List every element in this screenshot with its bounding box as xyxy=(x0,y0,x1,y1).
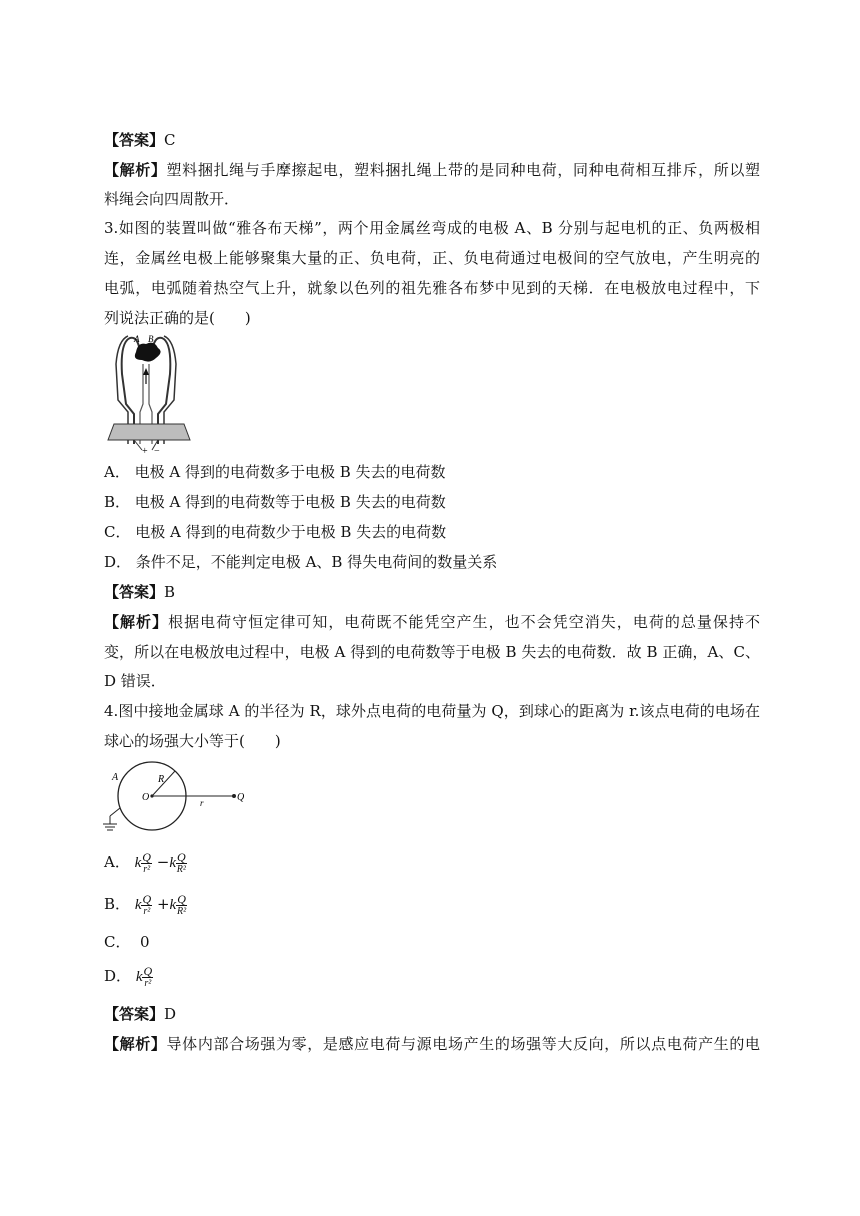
label-a: A xyxy=(134,334,140,344)
fraction: $\frac{Q}{\text{R²}}$ xyxy=(176,891,187,917)
label-o: O xyxy=(142,792,150,803)
q3-analysis-line2: 变，所以在电极放电过程中，电极 A 得到的电荷数等于电极 B 失去的电荷数．故 B 正确，A、C、 xyxy=(104,643,760,661)
q4-stem-line1: 4.图中接地金属球 A 的半径为 R，球外点电荷的电荷量为 Q，到球心的距离为 r.该点电荷的电场在 xyxy=(104,702,760,720)
fraction: $\frac{Q}{\text{r²}}$ xyxy=(142,849,151,875)
label-plus: + xyxy=(142,446,148,456)
label-minus: − xyxy=(154,446,160,456)
q3-answer xyxy=(104,582,760,602)
fraction: $\frac{Q}{\text{R²}}$ xyxy=(176,849,186,875)
answer-value: D xyxy=(164,1005,177,1023)
q4-option-c: C． 0 xyxy=(104,933,150,951)
q4-option-b: B． k $\frac{Q}{\text{r²}}$ +k $\frac{Q}{\text{R²}}$ xyxy=(104,891,187,917)
q3-stem-line4: 列说法正确的是( ) xyxy=(104,309,251,327)
answer-tag: 【答案】 xyxy=(104,1005,165,1023)
answer-value: C xyxy=(164,131,176,149)
q3-analysis-line1: 【解析】根据电荷守恒定律可知，电荷既不能凭空产生，也不会凭空消失，电荷的总量保持不 xyxy=(104,613,760,631)
q4-answer xyxy=(104,1004,760,1024)
q3-option-d: D． 条件不足，不能判定电极 A、B 得失电荷间的数量关系 xyxy=(104,553,498,571)
q3-option-c: C． 电极 A 得到的电荷数少于电极 B 失去的电荷数 xyxy=(104,523,447,541)
grounded-sphere-figure xyxy=(100,758,250,834)
q3-stem-line3: 电弧，电弧随着热空气上升，就象以色列的祖先雅各布梦中见到的天梯．在电极放电过程中，下 xyxy=(104,279,760,297)
analysis-tag: 【解析】 xyxy=(104,1035,167,1053)
label-r-big: R xyxy=(158,774,165,785)
q3-stem-line2: 连，金属丝电极上能够聚集大量的正、负电荷，正、负电荷通过电极间的空气放电，产生明亮的 xyxy=(104,249,760,267)
q2-answer xyxy=(104,130,760,150)
analysis-tag: 【解析】 xyxy=(104,613,169,631)
fraction: $\frac{Q}{\text{r²}}$ xyxy=(142,891,152,917)
q3-stem-line1: 3.如图的装置叫做“雅各布天梯”，两个用金属丝弯成的电极 A、B 分别与起电机的正、负两极相 xyxy=(104,219,760,237)
analysis-tag: 【解析】 xyxy=(104,161,167,179)
answer-tag: 【答案】 xyxy=(104,131,165,149)
label-r-small: r xyxy=(200,798,204,808)
q4-option-d: D． k $\frac{Q}{\text{r²}}$ xyxy=(104,963,153,989)
q3-option-a: A． 电极 A 得到的电荷数多于电极 B 失去的电荷数 xyxy=(104,463,446,481)
label-q: Q xyxy=(237,792,245,803)
q2-analysis-line2: 料绳会向四周散开． xyxy=(104,190,240,208)
q3-analysis-line3: D 错误． xyxy=(104,672,166,690)
q4-analysis-line1: 【解析】导体内部合场强为零，是感应电荷与源电场产生的场强等大反向，所以点电荷产生的电 xyxy=(104,1035,760,1053)
answer-tag: 【答案】 xyxy=(104,583,165,601)
label-a: A xyxy=(112,772,119,783)
jacobs-ladder-figure xyxy=(104,334,194,456)
fraction: $\frac{Q}{\text{r²}}$ xyxy=(143,963,153,989)
q4-stem-line2: 球心的场强大小等于( ) xyxy=(104,732,281,750)
q3-option-b: B． 电极 A 得到的电荷数等于电极 B 失去的电荷数 xyxy=(104,493,446,511)
label-b: B xyxy=(148,334,154,344)
q2-analysis-line1: 【解析】塑料捆扎绳与手摩擦起电，塑料捆扎绳上带的是同种电荷，同种电荷相互排斥，所以塑 xyxy=(104,161,760,179)
q4-option-a: A． k $\frac{Q}{\text{r²}}$ −k $\frac{Q}{\text{R²}}$ xyxy=(104,849,186,875)
answer-value: B xyxy=(164,583,176,601)
